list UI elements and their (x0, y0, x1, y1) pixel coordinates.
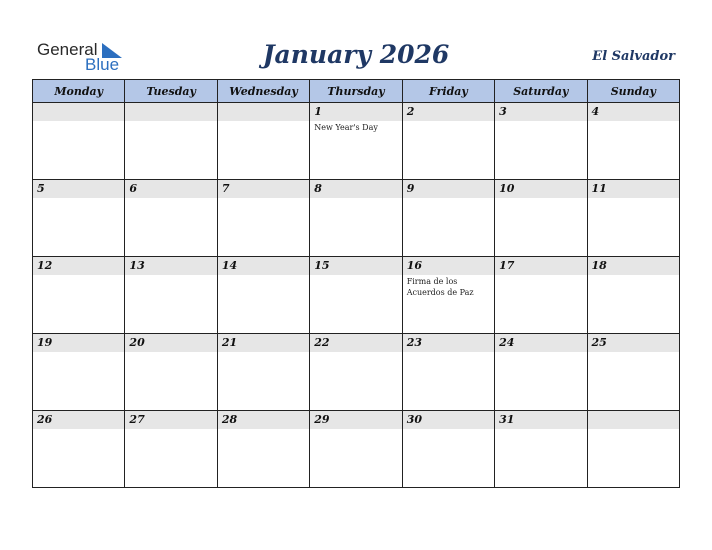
day-number: 7 (218, 180, 309, 198)
holiday-label: Firma de los Acuerdos de Paz (406, 277, 474, 297)
holiday-label (495, 121, 586, 122)
holiday-label (125, 198, 216, 199)
weekday-header: Monday (33, 80, 125, 103)
logo-blue-text: Blue (85, 55, 120, 74)
day-number: 12 (33, 257, 124, 275)
day-cell (402, 103, 494, 180)
day-cell (217, 334, 309, 411)
day-cell (310, 257, 402, 334)
day-cell (125, 257, 217, 334)
day-number (588, 411, 679, 429)
holiday-label (495, 352, 586, 353)
day-number: 8 (310, 180, 401, 198)
day-cell (495, 103, 587, 180)
holiday-label (218, 121, 309, 122)
day-number: 3 (495, 103, 586, 121)
day-cell (495, 411, 587, 488)
holiday-label (310, 275, 401, 276)
holiday-label (310, 352, 401, 353)
day-number: 26 (33, 411, 124, 429)
day-cell (402, 180, 494, 257)
holiday-label (33, 121, 124, 122)
day-number: 4 (588, 103, 679, 121)
calendar-title: January 2026 (262, 40, 450, 69)
day-cell (587, 103, 679, 180)
week-row (33, 334, 680, 411)
day-number: 31 (495, 411, 586, 429)
holiday-label (218, 352, 309, 353)
day-cell (217, 180, 309, 257)
weekday-header: Saturday (495, 80, 587, 103)
day-number: 24 (495, 334, 586, 352)
day-number: 27 (125, 411, 216, 429)
holiday-label (495, 429, 586, 430)
holiday-label (403, 198, 494, 199)
day-number: 13 (125, 257, 216, 275)
day-cell (33, 180, 125, 257)
day-number: 14 (218, 257, 309, 275)
day-cell (33, 257, 125, 334)
day-number: 15 (310, 257, 401, 275)
holiday-label: New Year's Day (314, 123, 378, 132)
day-cell (125, 334, 217, 411)
weekday-header: Tuesday (125, 80, 217, 103)
day-number (33, 103, 124, 121)
day-number (125, 103, 216, 121)
holiday-label (310, 198, 401, 199)
holiday-label (310, 429, 401, 430)
day-number: 25 (588, 334, 679, 352)
day-cell (310, 411, 402, 488)
day-cell (587, 180, 679, 257)
weekday-header: Friday (402, 80, 494, 103)
day-cell (402, 411, 494, 488)
calendar-grid (32, 79, 680, 488)
day-cell (310, 180, 402, 257)
holiday-label (588, 429, 679, 430)
holiday-label (33, 198, 124, 199)
week-row (33, 103, 680, 180)
day-number: 5 (33, 180, 124, 198)
day-number: 1 (310, 103, 401, 121)
day-cell (587, 411, 679, 488)
day-number: 18 (588, 257, 679, 275)
day-cell (495, 180, 587, 257)
day-number: 2 (403, 103, 494, 121)
day-cell (587, 257, 679, 334)
day-cell (310, 103, 402, 180)
holiday-label (33, 275, 124, 276)
holiday-label (125, 121, 216, 122)
day-cell (217, 103, 309, 180)
holiday-label (495, 198, 586, 199)
day-number: 29 (310, 411, 401, 429)
week-row (33, 257, 680, 334)
week-row (33, 180, 680, 257)
week-row (33, 411, 680, 488)
holiday-label (403, 121, 494, 122)
day-cell (125, 411, 217, 488)
weekday-header: Wednesday (217, 80, 309, 103)
day-number: 9 (403, 180, 494, 198)
holiday-label (125, 275, 216, 276)
holiday-label (403, 429, 494, 430)
holiday-label (218, 198, 309, 199)
day-number (218, 103, 309, 121)
holiday-label (125, 429, 216, 430)
day-cell (217, 257, 309, 334)
day-number: 21 (218, 334, 309, 352)
holiday-label (33, 352, 124, 353)
day-number: 22 (310, 334, 401, 352)
holiday-label (588, 275, 679, 276)
day-cell (495, 257, 587, 334)
holiday-label (588, 198, 679, 199)
day-number: 19 (33, 334, 124, 352)
holiday-label (33, 429, 124, 430)
day-number: 30 (403, 411, 494, 429)
day-cell (587, 334, 679, 411)
holiday-label (588, 121, 679, 122)
day-cell (310, 334, 402, 411)
day-cell (402, 257, 494, 334)
day-cell (217, 411, 309, 488)
holiday-label (218, 275, 309, 276)
day-cell (125, 103, 217, 180)
day-number: 16 (403, 257, 494, 275)
holiday-label (403, 352, 494, 353)
day-cell (125, 180, 217, 257)
holiday-label (125, 352, 216, 353)
day-cell (402, 334, 494, 411)
day-number: 6 (125, 180, 216, 198)
day-number: 23 (403, 334, 494, 352)
day-number: 10 (495, 180, 586, 198)
holiday-label (588, 352, 679, 353)
day-cell (33, 334, 125, 411)
day-cell (33, 103, 125, 180)
logo-general-text: General (37, 40, 98, 59)
day-number: 11 (588, 180, 679, 198)
weekday-header-row (33, 80, 680, 103)
weekday-header: Thursday (310, 80, 402, 103)
day-cell (33, 411, 125, 488)
day-cell (495, 334, 587, 411)
day-number: 17 (495, 257, 586, 275)
holiday-label (495, 275, 586, 276)
weekday-header: Sunday (587, 80, 679, 103)
holiday-label (218, 429, 309, 430)
day-number: 28 (218, 411, 309, 429)
day-number: 20 (125, 334, 216, 352)
country-name: El Salvador (592, 49, 675, 64)
